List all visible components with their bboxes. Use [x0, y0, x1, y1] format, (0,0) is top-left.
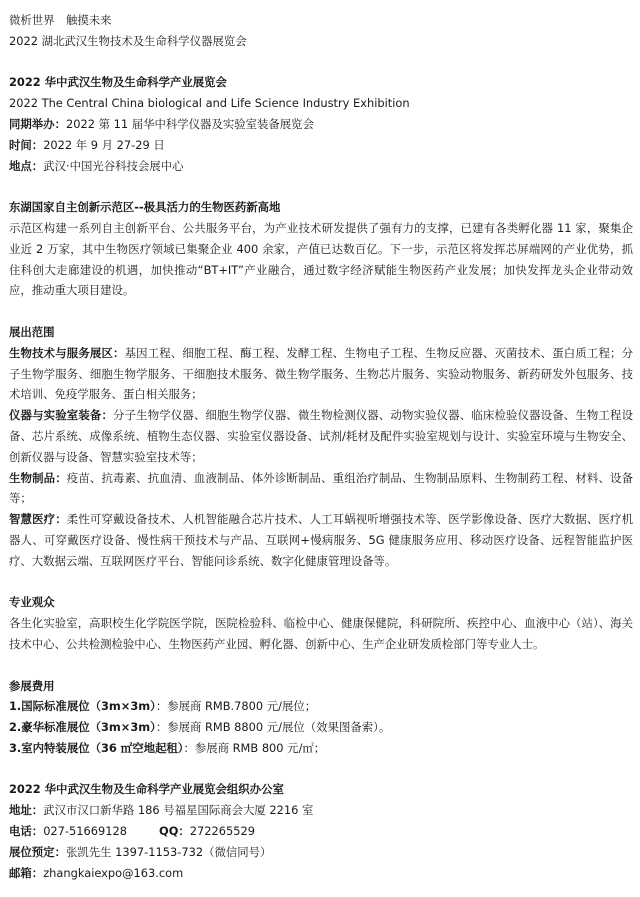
- fee-item: [9, 738, 633, 759]
- spacer: [9, 572, 633, 593]
- address-label: 地址：: [9, 803, 44, 818]
- office-phone: [9, 821, 633, 842]
- audience-body: 各生化实验室，高职校生化学院医学院，医院检验科、临检中心、健康保健院，科研院所、疾控中心、血液中心（站）、海关技术中心、公共检测检验中心、生物医药产业园、孵化器、创新中心、生产企业研发质检部门等专业人士。: [9, 616, 633, 651]
- event-time: [9, 135, 633, 156]
- office-booking: [9, 842, 633, 863]
- scope-item-text: 柔性可穿戴设备技术、人机智能融合芯片技术、人工耳蜗视听增强技术等、医学影像设备、医疗大数据、医疗机器人、可穿戴医疗设备、慢性病干预技术与产品、互联网+慢病服务、5G 健康服务应用、移动医疗设备、远程智能监护医疗、大数据云端、互联网医疗平台、智能问诊系统、数字化健康管理设备等。: [9, 512, 633, 568]
- office-email: [9, 863, 633, 884]
- fee-item-text: ：参展商 RMB.7800 元/展位；: [155, 699, 317, 714]
- spacer: [9, 301, 633, 322]
- spacer: [9, 52, 633, 73]
- qq-label: QQ：: [159, 824, 190, 839]
- intro-subtitle: 2022 湖北武汉生物技术及生命科学仪器展览会: [9, 33, 247, 48]
- fee-item: [9, 717, 633, 738]
- event-title-cn: 2022 华中武汉生物及生命科学产业展览会: [9, 75, 227, 90]
- venue-value: 武汉·中国光谷科技会展中心: [43, 158, 184, 173]
- scope-item-label: 生物技术与服务展区：: [9, 345, 125, 360]
- phone-label: 电话：: [9, 824, 44, 839]
- qq-value: 272265529: [189, 824, 256, 839]
- phone-value: 027-51669128: [43, 824, 128, 839]
- event-venue: [9, 156, 633, 177]
- audience-heading: 专业观众: [9, 595, 55, 610]
- venue-label: 地点：: [9, 158, 44, 173]
- document-page: [9, 10, 633, 883]
- scope-item-label: 生物制品：: [9, 470, 67, 485]
- spacer: [9, 176, 633, 197]
- demo-zone-body: 示范区构建一系列自主创新平台、公共服务平台，为产业技术研发提供了强有力的支撑，已建有各类孵化器 11 家，聚集企业近 2 万家，其中生物医疗领域已集聚企业 400 余家，产值已达数百亿。下一步，示范区将发挥芯屏端网的产业优势，抓住科创大走廊建设的机遇，加快推动“BT+IT”产业融合，通过数字经济赋能生物医药产业发展；加快发挥龙头企业带动效应，推动重大项目建设。: [9, 220, 633, 298]
- address-value: 武汉市汉口新华路 186 号福星国际商会大厦 2216 室: [43, 803, 314, 818]
- fees-heading: 参展费用: [9, 678, 55, 693]
- office-heading: 2022 华中武汉生物及生命科学产业展览会组织办公室: [9, 782, 284, 797]
- concurrent-value: 2022 第 11 届华中科学仪器及实验室装备展览会: [65, 116, 314, 131]
- scope-item: [9, 468, 633, 510]
- scope-item-text: 疫苗、抗毒素、抗血清、血液制品、体外诊断制品、重组治疗制品、生物制品原料、生物制药工程、材料、设备等；: [9, 470, 633, 506]
- concurrent-event: [9, 114, 633, 135]
- event-title-en: 2022 The Central China biological and Life Science Industry Exhibition: [9, 96, 410, 111]
- email-value: zhangkaiexpo@163.com: [43, 865, 184, 880]
- office-address: [9, 800, 633, 821]
- tagline: 微析世界 触摸未来: [9, 13, 112, 27]
- time-label: 时间：: [9, 137, 44, 152]
- scope-item: [9, 509, 633, 571]
- fee-item: [9, 696, 633, 717]
- demo-zone-heading: 东湖国家自主创新示范区--极具活力的生物医药新高地: [9, 200, 281, 215]
- booking-value: 张凯先生 1397-1153-732（微信同号）: [65, 844, 272, 859]
- email-label: 邮箱：: [9, 865, 44, 880]
- scope-item: [9, 343, 633, 405]
- scope-item-label: 智慧医疗：: [9, 512, 67, 527]
- concurrent-label: 同期举办：: [9, 116, 66, 131]
- scope-item: [9, 405, 633, 467]
- scope-item-text: 基因工程、细胞工程、酶工程、发酵工程、生物电子工程、生物反应器、灭菌技术、蛋白质工程；分子生物学服务、细胞生物学服务、干细胞技术服务、微生物学服务、生物芯片服务、实验动物服务、新药研发外包服务、技术培训、免疫学服务、蛋白相关服务；: [9, 345, 633, 402]
- scope-heading: 展出范围: [9, 324, 55, 339]
- spacer: [9, 655, 633, 676]
- fee-item-label: 1.国际标准展位（3m×3m）: [9, 699, 156, 714]
- fee-item-label: 2.豪华标准展位（3m×3m）: [9, 720, 156, 735]
- scope-item-label: 仪器与实验室装备：: [9, 408, 114, 423]
- time-value: 2022 年 9 月 27-29 日: [43, 137, 165, 152]
- booking-label: 展位预定：: [9, 844, 66, 859]
- fee-item-text: ：参展商 RMB 8800 元/展位（效果图备索）。: [155, 720, 391, 735]
- spacer: [9, 759, 633, 780]
- fee-item-text: ：参展商 RMB 800 元/㎡；: [183, 740, 326, 755]
- scope-item-text: 分子生物学仪器、细胞生物学仪器、微生物检测仪器、动物实验仪器、临床检验仪器设备、生物工程设备、芯片系统、成像系统、植物生态仪器、实验室仪器设备、试剂/耗材及配件实验室规划与设计、实验室环境与生物安全、创新仪器与设备、智慧实验室技术等；: [9, 408, 633, 464]
- fee-item-label: 3.室内特装展位（36 ㎡空地起租）: [9, 740, 184, 755]
